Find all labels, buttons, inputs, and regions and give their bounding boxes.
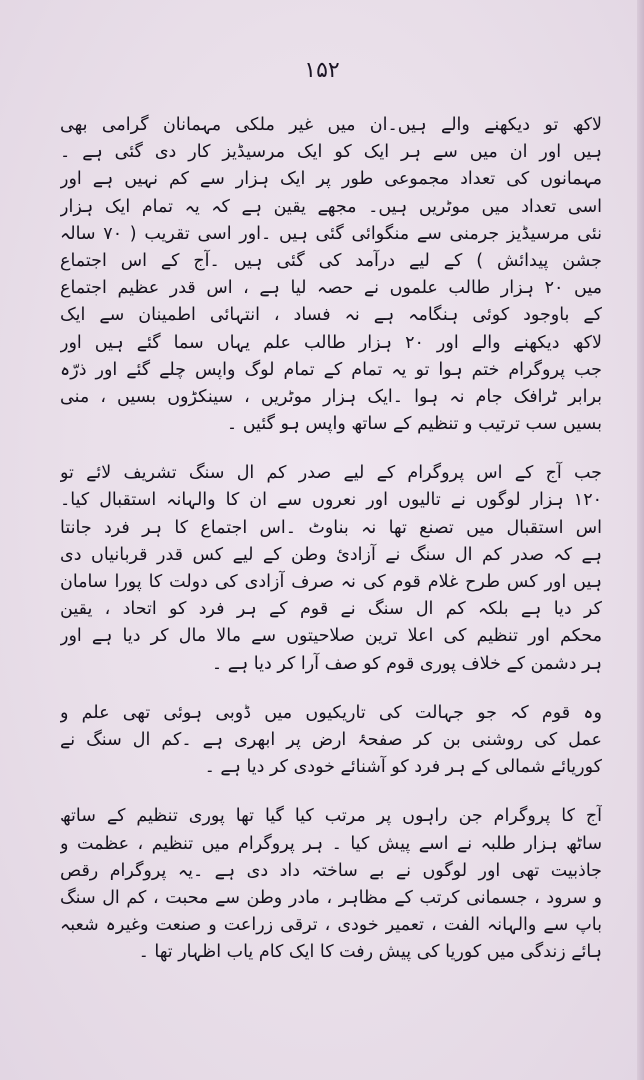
text-line: مہمانوں کی تعداد مجموعی طور پر ایک ہزار سے کم نہیں ہے اور (60, 169, 602, 190)
text-line: وہ قوم کہ جو جہالت کی تاریکیوں میں ڈوبی ہوئی تھی علم و (60, 702, 602, 723)
text-line: ہر دشمن کے خلاف پوری قوم کو صف آرا کر دیا ہے ۔ (211, 653, 602, 674)
text-line: بسیں سب ترتیب و تنظیم کے ساتھ واپس ہو گئیں ۔ (226, 414, 602, 435)
text-line: جشن پیدائش ) کے لیے درآمد کی گئی ہیں ۔آج کے اس اجتماع (60, 250, 602, 271)
text-line: ۱۲۰ ہزار لوگوں نے تالیوں اور نعروں سے ان کا والہانہ استقبال کیا۔ (60, 490, 602, 511)
page-number: ۱۵۲ (304, 58, 340, 83)
text-line: کوریائے شمالی کے ہر فرد کو آشنائے خودی کر دیا ہے ۔ (204, 757, 602, 778)
text-line: جب آج کے اس پروگرام کے لیے صدر کم ال سنگ تشریف لائے تو (60, 463, 602, 484)
page-body (60, 112, 602, 988)
text-line: ہیں اور ان میں سے ہر ایک کو ایک مرسیڈیز کار دی گئی ہے ۔ (60, 142, 602, 163)
paragraph-1 (60, 112, 602, 438)
page-edge (637, 0, 644, 1080)
text-line: ہائے زندگی میں کوریا کی پیش رفت کا ایک کام یاب اظہار تھا ۔ (138, 942, 602, 963)
paragraph-3 (60, 700, 602, 782)
text-line: کے باوجود کوئی ہنگامہ ہے نہ فساد ، انتہائی اطمینان سے ایک (60, 305, 602, 326)
text-line: اس استقبال میں تصنع تھا نہ بناوٹ ۔اس اجتماع کا ہر فرد جانتا (60, 517, 602, 538)
text-line: نئی مرسیڈیز جرمنی سے منگوائی گئی ہیں ۔اور اسی تقریب ( ۷۰ سالہ (60, 223, 602, 244)
text-line: آج کا پروگرام جن راہوں پر مرتب کیا گیا تھا پوری تنظیم کے ساتھ (60, 806, 602, 827)
show-through-stain (0, 1032, 644, 1052)
text-line: جب پروگرام ختم ہوا تو یہ تمام کے تمام لوگ واپس چلے گئے اور ذرّہ (60, 359, 602, 380)
paragraph-4 (60, 803, 602, 966)
text-line: ہیں اور کس طرح غلام قوم کی نہ صرف آزادی کی دولت کا پورا سامان (60, 572, 602, 592)
text-line: عمل کی روشنی بن کر صفحۂ ارض پر ابھری ہے ۔کم ال سنگ نے (60, 729, 602, 750)
text-line: ساٹھ ہزار طلبہ نے اسے پیش کیا ۔ ہر پروگرام میں تنظیم ، عظمت و (60, 833, 602, 854)
text-line: محکم اور تنظیم کی اعلا ترین صلاحیتوں سے مالا مال کر دیا ہے اور (60, 626, 602, 647)
text-line: و سرود ، جسمانی کرتب کے مظاہر ، مادر وطن سے محبت ، کم ال سنگ (60, 887, 602, 908)
text-line: برابر ٹرافک جام نہ ہوا ۔ایک ہزار موٹریں ، سینکڑوں بسیں ، منی (60, 386, 602, 407)
text-line: لاکھ دیکھنے والے اور ۲۰ ہزار طالب علم یہاں سما گئے ہیں اور (60, 332, 602, 353)
paragraph-2 (60, 460, 602, 678)
text-line: میں ۲۰ ہزار طالب علموں نے حصہ لیا ہے ، اس قدر عظیم اجتماع (60, 278, 602, 299)
text-line: اسی تعداد میں موٹریں ہیں۔ مجھے یقین ہے کہ یہ تمام ایک ہزار (60, 196, 602, 217)
text-line: باپ سے والہانہ الفت ، تعمیر خودی ، ترقی زراعت و صنعت وغیرہ شعبہ (60, 915, 602, 936)
text-line: ہے کہ صدر کم ال سنگ نے آزادیٔ وطن کے لیے کس قدر قربانیاں دی (60, 544, 602, 565)
text-line: لاکھ تو دیکھنے والے ہیں۔ان میں غیر ملکی مہمانان گرامی بھی (60, 115, 602, 135)
text-line: کر دیا ہے بلکہ کم ال سنگ نے قوم کے ہر فرد کو اتحاد ، یقین (60, 599, 602, 620)
text-line: جاذبیت تھی اور لوگوں نے بے ساختہ داد دی ہے ۔یہ پروگرام رقص (60, 860, 602, 881)
